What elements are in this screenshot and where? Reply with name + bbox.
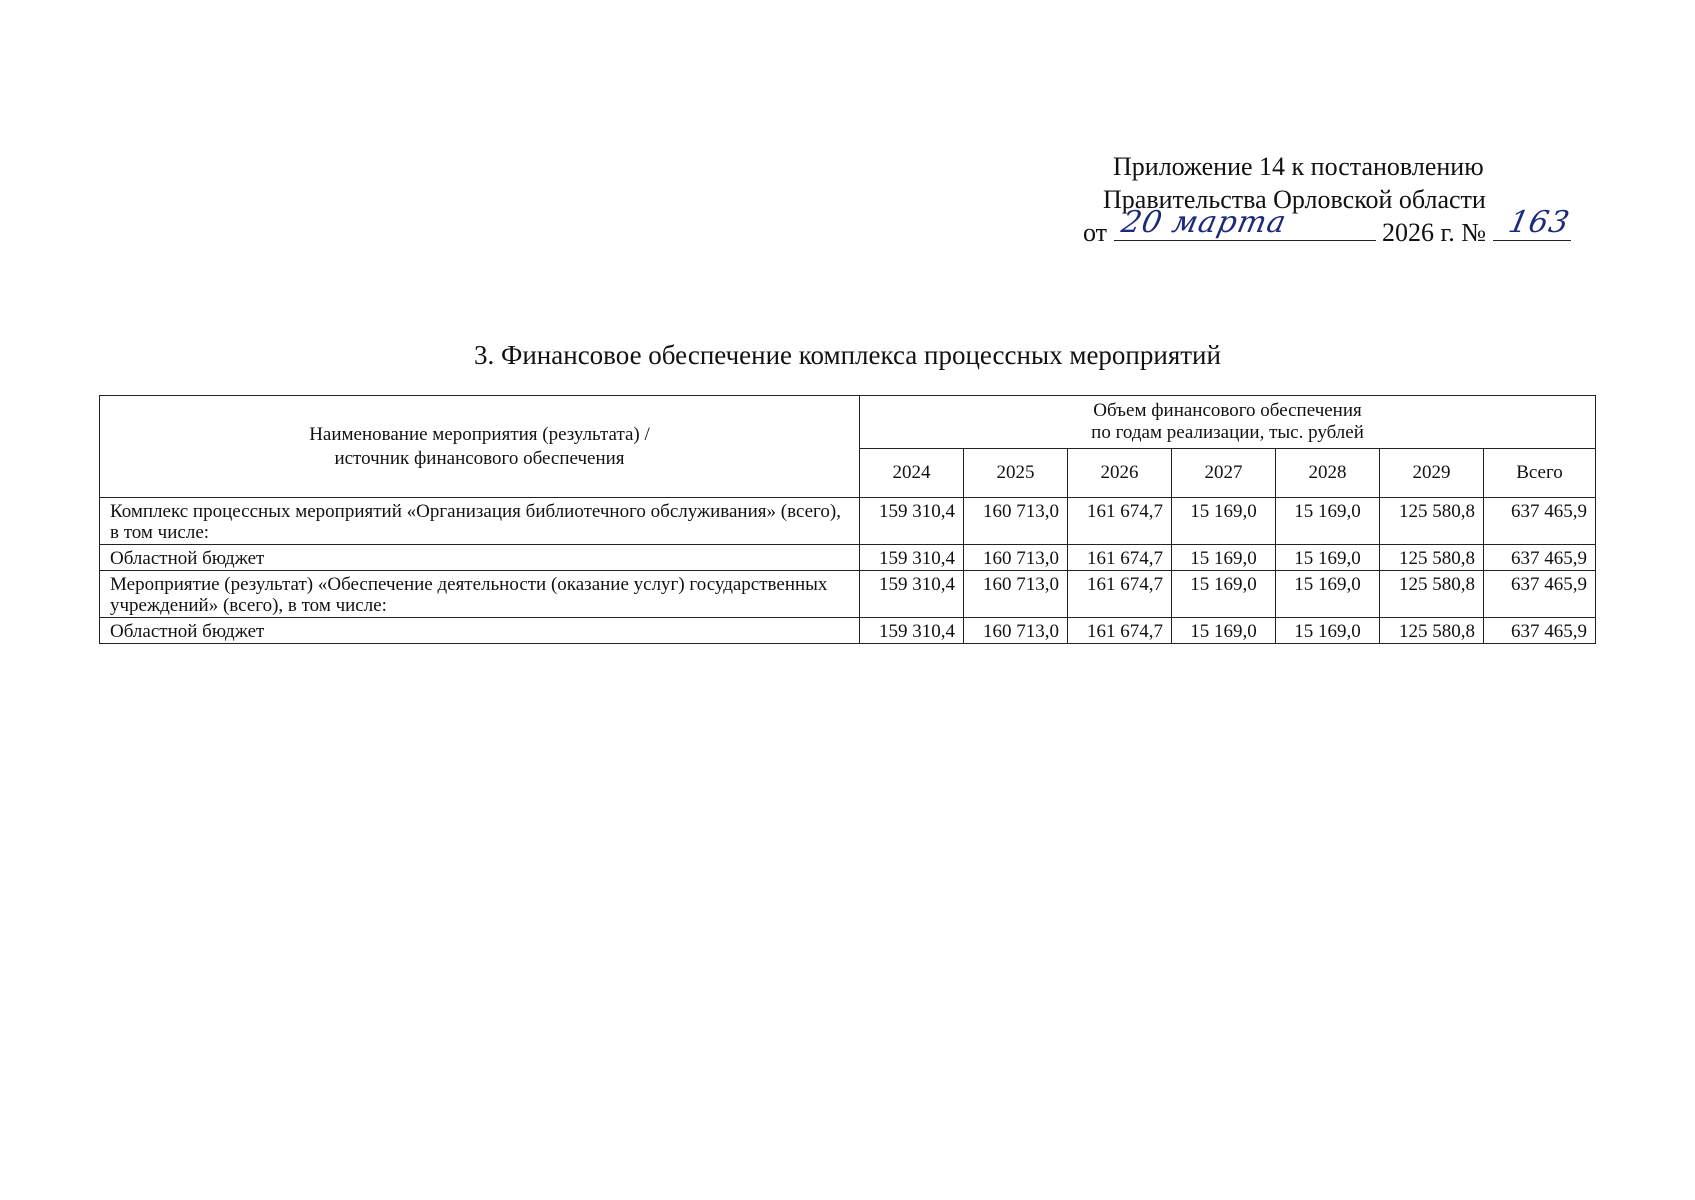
table-row <box>100 498 1596 545</box>
value-2025: 160 713,0 <box>964 545 1068 571</box>
value-2025: 160 713,0 <box>964 498 1068 545</box>
section-title <box>0 340 1695 371</box>
financial-table <box>99 395 1596 644</box>
value-2024: 159 310,4 <box>860 571 964 618</box>
value-2026: 161 674,7 <box>1068 545 1172 571</box>
value-2029: 125 580,8 <box>1380 571 1484 618</box>
handwritten-date: 20 марта <box>1117 205 1290 240</box>
year-number-label: 2026 г. № <box>1382 218 1487 247</box>
table-header-row-1 <box>100 396 1596 449</box>
name-header-line-2: источник финансового обеспечения <box>334 447 625 469</box>
value-2024: 159 310,4 <box>860 498 964 545</box>
value-2024: 159 310,4 <box>860 618 964 644</box>
value-2027: 15 169,0 <box>1172 571 1276 618</box>
from-prefix: от <box>1083 218 1108 247</box>
group-header-line-2: по годам реализации, тыс. рублей <box>1091 422 1364 443</box>
year-header-2027: 2027 <box>1172 449 1276 498</box>
value-2026: 161 674,7 <box>1068 618 1172 644</box>
value-2026: 161 674,7 <box>1068 571 1172 618</box>
appendix-line-2: Правительства Орловской области <box>1103 185 1486 214</box>
value-2028: 15 169,0 <box>1276 498 1380 545</box>
group-header-line-1: Объем финансового обеспечения <box>1093 400 1362 421</box>
appendix-header <box>1070 150 1630 249</box>
value-2027: 15 169,0 <box>1172 545 1276 571</box>
appendix-line-3 <box>1070 205 1630 249</box>
year-header-2025: 2025 <box>964 449 1068 498</box>
value-total: 637 465,9 <box>1484 571 1596 618</box>
row-name: Областной бюджет <box>100 545 860 571</box>
value-total: 637 465,9 <box>1484 545 1596 571</box>
value-total: 637 465,9 <box>1484 498 1596 545</box>
table-row <box>100 545 1596 571</box>
year-header-2028: 2028 <box>1276 449 1380 498</box>
year-header-2024: 2024 <box>860 449 964 498</box>
value-2025: 160 713,0 <box>964 618 1068 644</box>
value-2028: 15 169,0 <box>1276 571 1380 618</box>
row-name: Областной бюджет <box>100 618 860 644</box>
appendix-line-1: Приложение 14 к постановлению <box>1113 152 1484 181</box>
value-2027: 15 169,0 <box>1172 498 1276 545</box>
value-2028: 15 169,0 <box>1276 618 1380 644</box>
year-header-total: Всего <box>1484 449 1596 498</box>
value-2029: 125 580,8 <box>1380 545 1484 571</box>
value-2026: 161 674,7 <box>1068 498 1172 545</box>
value-2024: 159 310,4 <box>860 545 964 571</box>
name-column-header <box>100 396 860 498</box>
handwritten-number: 163 <box>1504 205 1573 240</box>
table-row <box>100 571 1596 618</box>
table-row <box>100 618 1596 644</box>
value-2025: 160 713,0 <box>964 571 1068 618</box>
funding-group-header <box>860 396 1596 449</box>
date-blank <box>1114 205 1376 241</box>
value-2028: 15 169,0 <box>1276 545 1380 571</box>
section-title-text: 3. Финансовое обеспечение комплекса процессных мероприятий <box>474 340 1221 370</box>
value-2029: 125 580,8 <box>1380 498 1484 545</box>
year-header-2026: 2026 <box>1068 449 1172 498</box>
value-2027: 15 169,0 <box>1172 618 1276 644</box>
year-header-2029: 2029 <box>1380 449 1484 498</box>
value-total: 637 465,9 <box>1484 618 1596 644</box>
number-blank <box>1493 205 1573 241</box>
name-header-line-1: Наименование мероприятия (результата) / <box>309 423 650 445</box>
row-name: Комплекс процессных мероприятий «Организация библиотечного обслуживания» (всего), в том числе: <box>100 498 860 545</box>
row-name: Мероприятие (результат) «Обеспечение деятельности (оказание услуг) государственных учреждений» (всего), в том числе: <box>100 571 860 618</box>
value-2029: 125 580,8 <box>1380 618 1484 644</box>
